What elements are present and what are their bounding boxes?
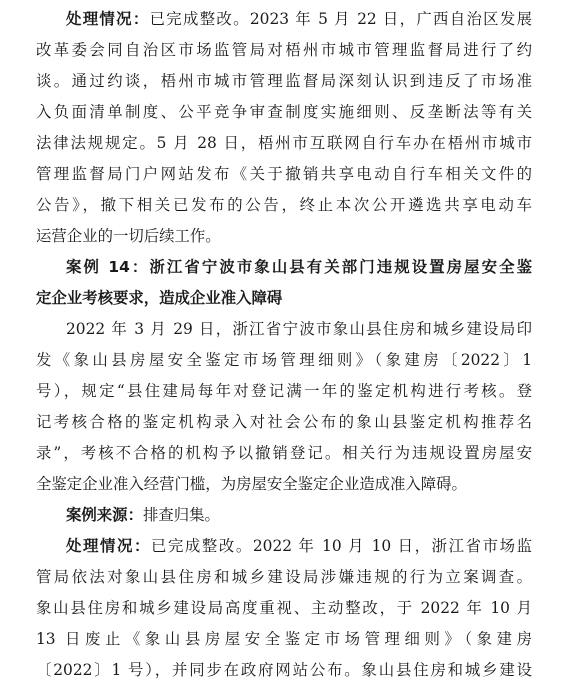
para1-line: 改革委会同自治区市场监管局对梧州市城市管理监督局进行了约 [36, 41, 532, 59]
case14-title-line2: 定企业考核要求，造成企业准入障碍 [36, 289, 283, 307]
case14-title-line1: 案例 14：浙江省宁波市象山县有关部门违规设置房屋安全鉴 [66, 258, 532, 276]
para3-line: 管局依法对象山县住房和城乡建设局涉嫌违规的行为立案调查。 [36, 568, 532, 586]
para1-line: 法律法规规定。5 月 28 日，梧州市互联网自行车办在梧州市城市 [36, 134, 532, 152]
para1-line: 管理监督局门户网站发布《关于撤销共享电动自行车相关文件的 [36, 165, 532, 183]
para2-first-line: 2022 年 3 月 29 日，浙江省宁波市象山县住房和城乡建设局印 [66, 320, 532, 338]
para1-line: 谈。通过约谈，梧州市城市管理监督局深刻认识到违反了市场准 [36, 72, 532, 90]
case-source-line [66, 502, 532, 528]
source-label: 案例来源： [66, 506, 143, 524]
para1-line: 入负面清单制度、公平竞争审查制度实施细则、反垄断法等有关 [36, 103, 532, 121]
para2-line: 全鉴定企业准入经营门槛，为房屋安全鉴定企业造成准入障碍。 [36, 475, 467, 493]
para1-line: 公告》，撤下相关已发布的公告，终止本次公开遴选共享电动车 [36, 196, 532, 214]
para3-first-line [66, 533, 532, 559]
para3-first-text: 已完成整改。2022 年 10 月 10 日，浙江省市场监 [150, 537, 532, 555]
para1-first-text: 已完成整改。2023 年 5 月 22 日，广西自治区发展 [149, 10, 532, 28]
para2-line: 记考核合格的鉴定机构录入对社会公布的象山县鉴定机构推荐名 [36, 413, 532, 431]
para1-label: 处理情况： [66, 10, 150, 28]
para3-line: 〔2022〕1 号），并同步在政府网站公布。象山县住房和城乡建设 [36, 661, 532, 679]
para2-line: 号），规定“县住建局每年对登记满一年的鉴定机构进行考核。登 [36, 382, 532, 400]
para2-line: 发《象山县房屋安全鉴定市场管理细则》（象建房〔2022〕1 [36, 351, 532, 369]
para2-line: 录”，考核不合格的机构予以撤销登记。相关行为违规设置房屋安 [36, 444, 532, 462]
para3-line: 象山县住房和城乡建设局高度重视、主动整改，于 2022 年 10 月 [36, 599, 532, 617]
para3-label: 处理情况： [66, 537, 151, 555]
para3-line: 13 日废止《象山县房屋安全鉴定市场管理细则》（象建房 [36, 630, 532, 648]
para1-line: 运营企业的一切后续工作。 [36, 227, 221, 245]
para1-first-line [66, 6, 532, 32]
source-text: 排查归集。 [142, 506, 220, 524]
